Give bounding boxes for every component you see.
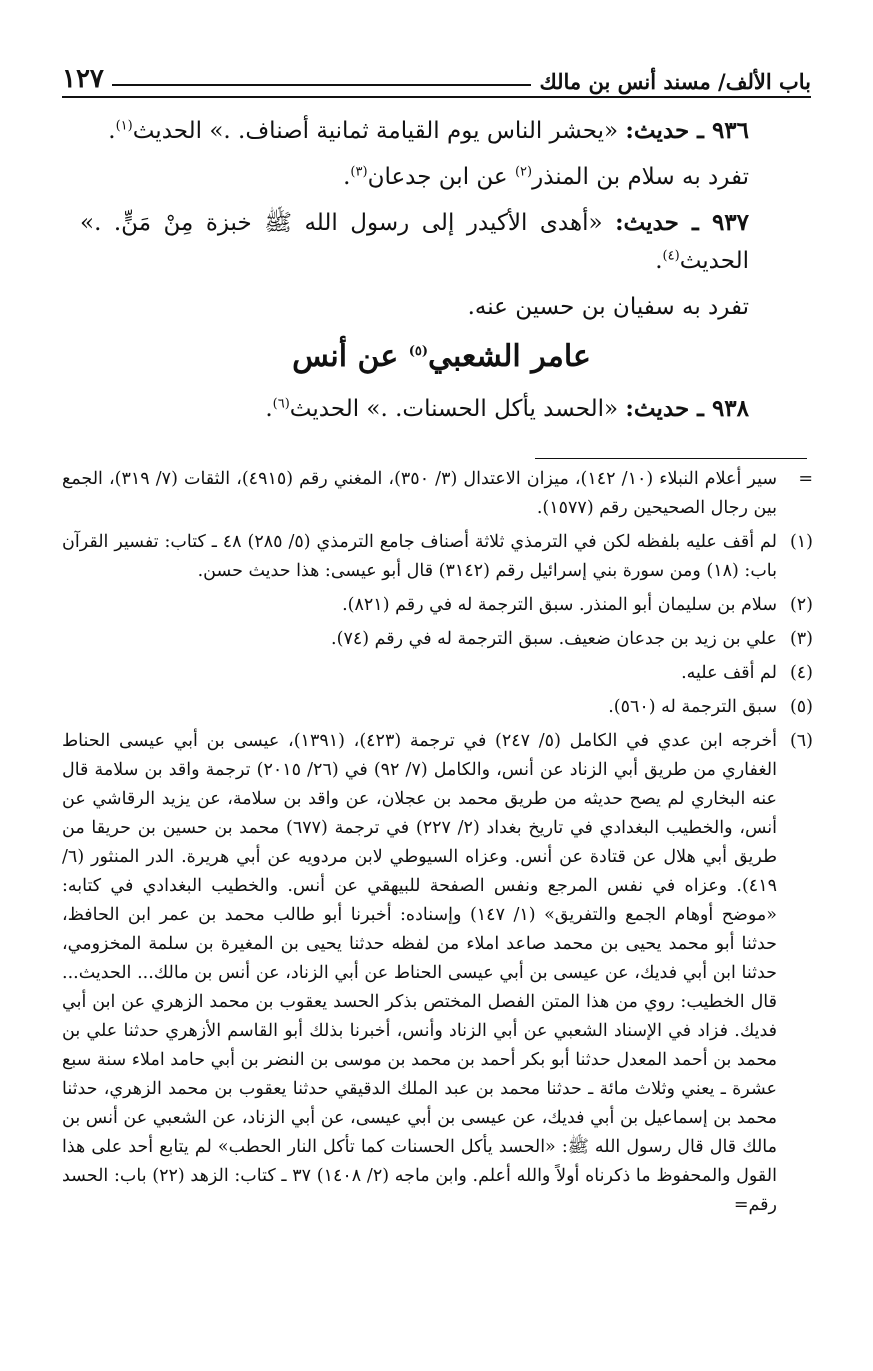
section-heading <box>80 338 803 376</box>
section-rest: عن أنس <box>292 339 399 374</box>
punct: . <box>108 118 116 144</box>
footnote-item <box>62 727 813 1220</box>
footnote-number: (٤) <box>789 663 813 683</box>
footnote-text: سبق الترجمة له (٥٦٠). <box>608 697 777 717</box>
footnote-item <box>62 659 813 688</box>
hadith-label: ٩٣٦ ـ حديث: <box>625 117 749 144</box>
header-rule <box>112 84 532 86</box>
running-header <box>62 54 811 94</box>
hadith-label: ٩٣٧ ـ حديث: <box>615 209 749 236</box>
footnote-text: سلام بن سليمان أبو المنذر. سبق الترجمة له في رقم (٨٢١). <box>342 595 777 615</box>
punct: . <box>343 164 351 190</box>
hadith-text: «أهدى الأكيدر إلى رسول الله ﷺ خبزة مِنْ مَنٍّ. .» الحديث <box>80 210 749 274</box>
hadith-938 <box>80 390 803 428</box>
header-line <box>62 96 811 98</box>
footnote-number: (٢) <box>789 595 813 615</box>
footnote-number: (٥) <box>789 697 813 717</box>
narration-line <box>80 158 803 196</box>
footnote-text: سير أعلام النبلاء (١٠/ ١٤٢)، ميزان الاعتدال (٣/ ٣٥٠)، المغني رقم (٤٩١٥)، الثقات (٧/ ٣١٩)، الجمع بين رجال الصحيحين رقم (١٥٧٧). <box>62 469 778 518</box>
footnote-number: = <box>798 469 813 489</box>
main-text <box>80 112 803 436</box>
footnotes <box>62 460 813 1220</box>
footnote-text: لم أقف عليه. <box>681 663 777 683</box>
footnote-text: أخرجه ابن عدي في الكامل (٥/ ٢٤٧) في ترجمة (٤٢٣)، (١٣٩١)، عيسى بن أبي عيسى الحناط الغفاري من طريق أبي الزناد عن أنس، والكامل (٧/ ٩٢) في (٢٦/ ٢٠١٥) ترجمة واقد بن سلامة قال عنه البخاري لم يصح حديثه من طريق محمد بن عجلان، عن واقد بن سلامة، عن يزيد الرقاشي عن أنس، والخطيب البغدادي في تاريخ بغداد (٢/ ٢٢٧) في ترجمة (٦٧٧) محمد بن حسين بن حريقا من طريق أبي هلال عن قتادة عن أنس. وعزاه السيوطي لابن مردويه عن أبي هريرة. الدر المنثور (٦/ ٤١٩). وعزاه في نفس المرجع ونفس الصفحة للبيهقي عن أنس. والخطيب البغدادي في كتابه: «موضح أوهام الجمع والتفريق» (١/ ١٤٧) وإسناده: أخبرنا أبو طالب محمد بن عمر ابن الحافظ، حدثنا أبو محمد يحيى بن محمد صاعد املاء من لفظه حدثنا يحيى بن المغيرة بن سلمة المخزومي، حدثنا ابن أبي فديك، عن عيسى بن أبي عيسى الحناط عن أبي الزناد، عن أنس بن مالك... الحديث... قال الخطيب: روي من هذا المتن الفصل المختص بذكر الحسد يعقوب بن محمد الزهري عن ابن أبي فديك. فزاد في الإسناد الشعبي عن أبي الزناد وأنس، أخبرنا بذلك أبو القاسم الأزهري حدثنا علي بن محمد بن أحمد المعدل حدثنا أبو بكر أحمد بن محمد بن موسى بن النضر بن أبي حامد املاء سنة سبع عشرة ـ يعني وثلاث مائة ـ حدثنا محمد بن عبد الملك الدقيقي حدثنا يعقوب بن محمد الزهري، حدثنا محمد بن إسماعيل بن أبي فديك، عن عيسى بن أبي عيسى، عن أبي الزناد، عن الشعبي عن أنس بن مالك قال قال رسول الله ﷺ: «الحسد يأكل الحسنات كما تأكل النار الحطب» لم يتابع أحد على هذا القول والمحفوظ ما ذكرناه أولاً والله أعلم. وابن ماجه (٢/ ١٤٠٨) ٣٧ ـ كتاب: الزهد (٢٢) باب: الحسد رقم= <box>62 731 778 1215</box>
punct: . <box>265 396 273 422</box>
footnote-item <box>62 528 813 586</box>
footnote-number: (٦) <box>789 731 813 751</box>
hadith-936 <box>80 112 803 150</box>
footnote-number: (٣) <box>789 629 813 649</box>
footnote-number: (١) <box>789 532 813 552</box>
punct: . <box>655 248 663 274</box>
footnote-ref: (٦) <box>272 396 290 412</box>
footnote-ref: (٤) <box>662 248 680 264</box>
hadith-label: ٩٣٨ ـ حديث: <box>625 395 749 422</box>
footnote-ref: (٥) <box>408 344 428 359</box>
footnote-ref: (١) <box>115 118 133 134</box>
footnote-item <box>62 591 813 620</box>
footnote-item <box>62 693 813 722</box>
footnote-item <box>62 625 813 654</box>
narration-line: تفرد به سفيان بن حسين عنه. <box>467 294 749 320</box>
footnote-ref: (٢) <box>514 164 533 180</box>
hadith-937 <box>80 204 803 280</box>
header-title: باب الألف/ مسند أنس بن مالك <box>539 69 811 94</box>
footnote-separator <box>535 458 807 459</box>
hadith-text: «يحشر الناس يوم القيامة ثمانية أصناف. .» الحديث <box>132 118 619 144</box>
footnote-text: لم أقف عليه بلفظه لكن في الترمذي ثلاثة أصناف جامع الترمذي (٥/ ٢٨٥) ٤٨ ـ كتاب: تفسير القرآن باب: (١٨) ومن سورة بني إسرائيل رقم (٣١٤٢) قال أبو عيسى: هذا حديث حسن. <box>62 532 778 581</box>
narration-text: عن ابن جدعان <box>367 164 508 190</box>
page-number: ١٢٧ <box>62 64 104 94</box>
footnote-text: علي بن زيد بن جدعان ضعيف. سبق الترجمة له في رقم (٧٤). <box>331 629 777 649</box>
narration-text: تفرد به سلام بن المنذر <box>532 164 749 190</box>
hadith-text: «الحسد يأكل الحسنات. .» الحديث <box>289 396 619 422</box>
footnote-ref: (٣) <box>350 164 368 180</box>
footnote-item <box>62 465 813 523</box>
section-name: عامر الشعبي <box>427 339 591 374</box>
